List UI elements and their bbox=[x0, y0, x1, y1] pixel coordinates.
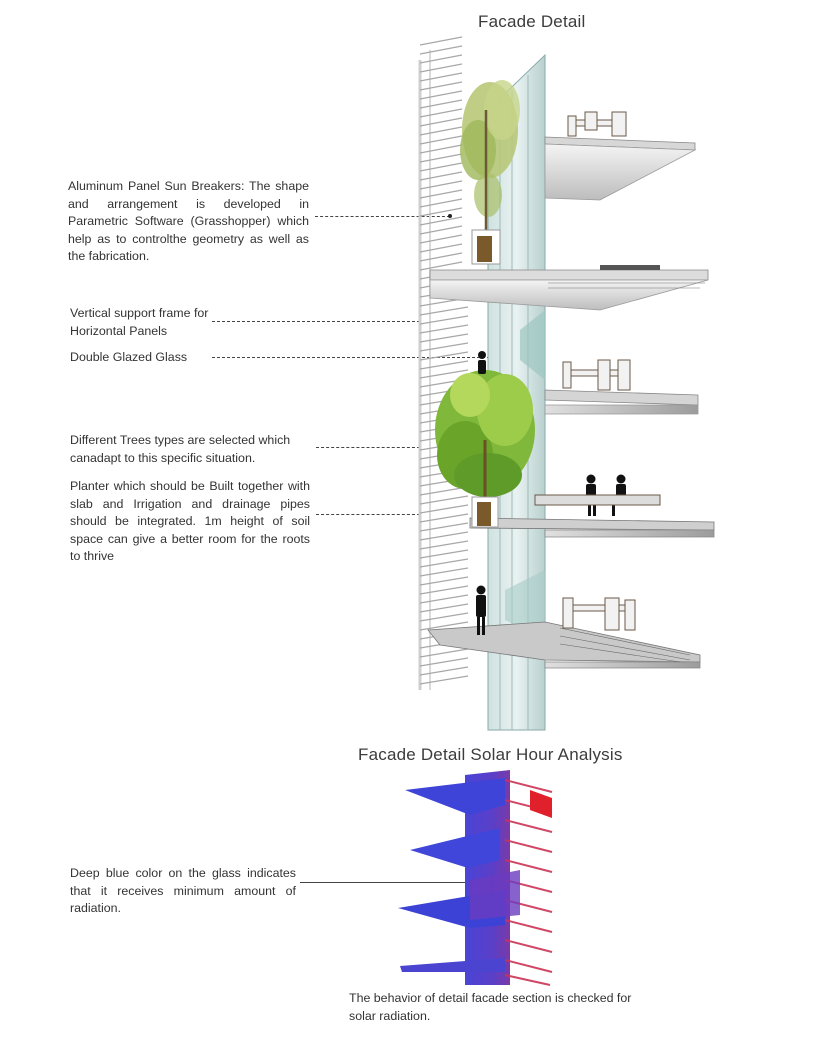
annotation-support-frame: Vertical support frame for Horizontal Panels bbox=[70, 306, 209, 338]
louver-slat bbox=[420, 64, 462, 72]
louver-slat bbox=[420, 577, 468, 585]
louver-slat bbox=[420, 82, 462, 90]
louver-slat bbox=[420, 172, 462, 180]
louver-slat bbox=[420, 676, 468, 684]
louver-slat bbox=[420, 244, 462, 252]
louver-slat bbox=[420, 316, 468, 324]
louver-slats bbox=[420, 37, 468, 684]
facade-detail-title: Facade Detail bbox=[478, 12, 586, 31]
louver-slat bbox=[420, 352, 468, 360]
louver-slat bbox=[420, 199, 462, 207]
louver-slat bbox=[420, 217, 462, 225]
annotation-glass: Double Glazed Glass bbox=[70, 350, 188, 364]
louver-slat bbox=[420, 667, 468, 675]
louver-slat bbox=[420, 226, 462, 234]
louver-slat bbox=[420, 541, 468, 549]
annotation-deep-blue: Deep blue color on the glass indicates that it receives minimum amount of radiation. bbox=[70, 866, 296, 915]
louver-slat bbox=[420, 253, 462, 261]
louver-slat bbox=[420, 343, 468, 351]
louver-slat bbox=[420, 46, 462, 54]
louver-slat bbox=[420, 334, 468, 342]
louver-slat bbox=[420, 91, 462, 99]
louver-slat bbox=[420, 190, 462, 198]
louver-slat bbox=[420, 235, 462, 243]
louver-slat bbox=[420, 604, 468, 612]
louver-slat bbox=[420, 658, 468, 666]
louver-slat bbox=[420, 532, 468, 540]
louver-slat bbox=[420, 514, 468, 522]
louver-slat bbox=[420, 208, 462, 216]
annotation-sun-breakers: Aluminum Panel Sun Breakers: The shape and arrangement is developed in Parametric Software (Grasshopper) which help as to controlthe geometry as well as the fabrication. bbox=[68, 179, 309, 263]
annotation-planter: Planter which should be Built together with slab and Irrigation and drainage pipes should be integrated. 1m height of soil space can give a better room for the roots to thrive bbox=[70, 479, 310, 563]
louver-slat bbox=[420, 118, 462, 126]
louver-slat bbox=[420, 568, 468, 576]
louver-slat bbox=[420, 586, 468, 594]
louver-slat bbox=[420, 127, 462, 135]
louver-slat bbox=[420, 163, 462, 171]
louver-slat bbox=[420, 181, 462, 189]
louver-slat bbox=[420, 109, 462, 117]
louver-slat bbox=[420, 559, 468, 567]
louver-slat bbox=[420, 361, 468, 369]
annotation-trees: Different Trees types are selected which canadapt to this specific situation. bbox=[70, 433, 291, 465]
solar-analysis-title: Facade Detail Solar Hour Analysis bbox=[358, 745, 623, 764]
louver-slat bbox=[420, 307, 468, 315]
louver-slat bbox=[420, 550, 468, 558]
solar-analysis-illustration bbox=[398, 770, 552, 985]
louver-slat bbox=[420, 325, 468, 333]
louver-slat bbox=[420, 496, 468, 504]
louver-slat bbox=[420, 613, 468, 621]
louver-slat bbox=[420, 262, 462, 270]
louver-slat bbox=[420, 136, 462, 144]
louver-slat bbox=[420, 55, 462, 63]
louver-slat bbox=[420, 505, 468, 513]
louver-slat bbox=[420, 145, 462, 153]
louver-slat bbox=[420, 649, 468, 657]
louver-slat bbox=[420, 154, 462, 162]
louver-slat bbox=[420, 523, 468, 531]
louver-slat bbox=[420, 595, 468, 603]
louver-slat bbox=[420, 100, 462, 108]
louver-slat bbox=[420, 37, 462, 45]
solar-caption: The behavior of detail facade section is checked for solar radiation. bbox=[349, 991, 632, 1023]
louver-slat bbox=[420, 73, 462, 81]
